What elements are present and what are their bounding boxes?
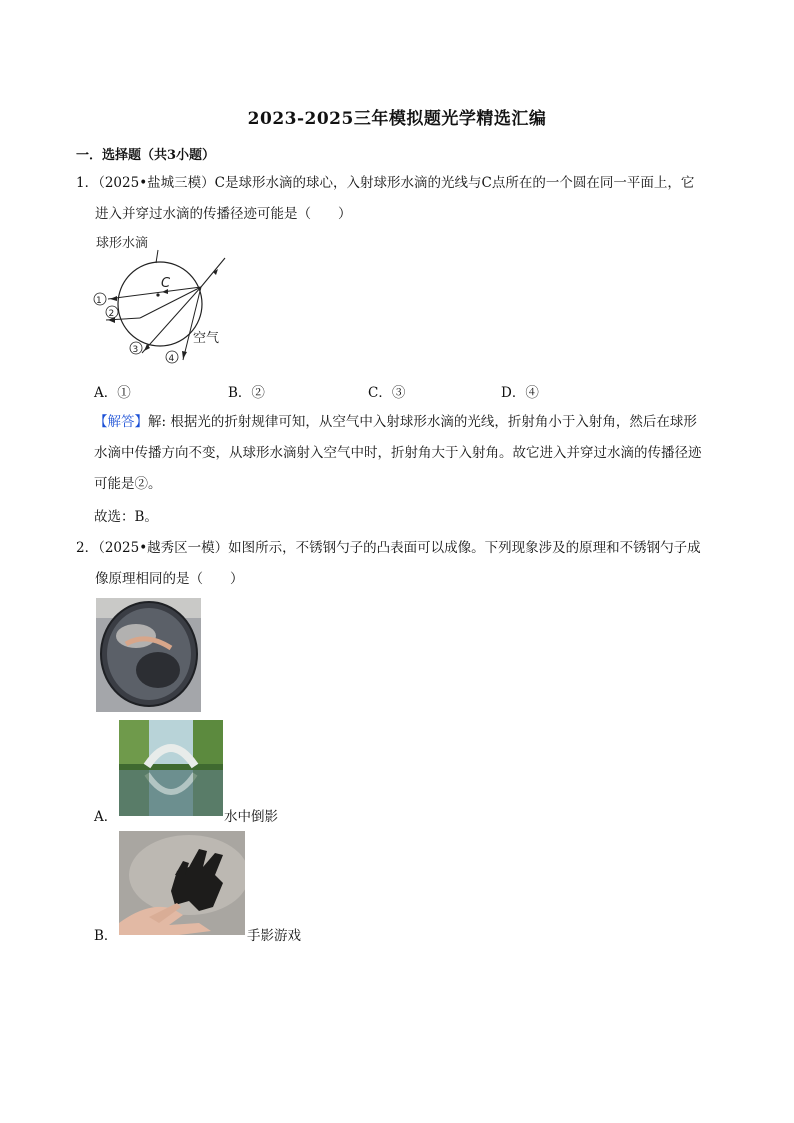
question-1-text-line-1: 1．（2025•盐城三模）C是球形水滴的球心，入射球形水滴的光线与C点所在的一个圆在同一平面上，它 bbox=[76, 175, 695, 191]
option-a[interactable]: A．① bbox=[94, 385, 131, 401]
q2-option-a-caption: 水中倒影 bbox=[224, 809, 278, 825]
spoon-photo bbox=[96, 598, 201, 712]
option-c[interactable]: C．③ bbox=[368, 385, 406, 401]
svg-text:1: 1 bbox=[96, 296, 102, 306]
option-b[interactable]: B．② bbox=[228, 385, 265, 401]
svg-text:4: 4 bbox=[168, 354, 175, 364]
answer-choice: 故选：B。 bbox=[94, 509, 158, 525]
answer-text-1: 解: 根据光的折射规律可知，从空气中入射球形水滴的光线，折射角小于入射角，然后在球形 bbox=[148, 414, 697, 430]
section-heading: 一．选择题（共3小题） bbox=[76, 148, 216, 163]
q2-option-b-caption: 手影游戏 bbox=[247, 928, 301, 944]
center-point bbox=[156, 293, 159, 296]
svg-text:3: 3 bbox=[132, 345, 139, 355]
hand-shadow-photo[interactable] bbox=[119, 831, 245, 935]
center-label: C bbox=[161, 276, 171, 291]
question-1-text-line-2: 进入并穿过水滴的传播径迹可能是（ ） bbox=[95, 206, 352, 222]
q2-option-b-label[interactable]: B． bbox=[94, 928, 118, 944]
answer-line-1 bbox=[94, 412, 697, 432]
question-1-options bbox=[94, 381, 594, 401]
water-drop-diagram bbox=[90, 230, 240, 370]
answer-line-3: 可能是②。 bbox=[94, 476, 162, 492]
drop-label: 球形水滴 bbox=[96, 236, 149, 251]
page-title: 2023-2025三年模拟题光学精选汇编 bbox=[247, 109, 547, 129]
answer-line-2: 水滴中传播方向不变，从球形水滴射入空气中时，折射角大于入射角。故它进入并穿过水滴的传播径迹 bbox=[94, 445, 702, 461]
option-d[interactable]: D．④ bbox=[501, 385, 539, 401]
svg-text:2: 2 bbox=[108, 309, 115, 319]
q2-option-a-label[interactable]: A． bbox=[94, 809, 118, 825]
air-label: 空气 bbox=[193, 331, 220, 346]
answer-tag: 【解答】 bbox=[94, 414, 148, 430]
water-reflection-photo[interactable] bbox=[119, 720, 223, 816]
question-2-text-line-2: 像原理相同的是（ ） bbox=[95, 571, 244, 587]
question-2-text-line-1: 2．（2025•越秀区一模）如图所示，不锈钢勺子的凸表面可以成像。下列现象涉及的原理和不锈钢勺子成 bbox=[76, 540, 701, 556]
